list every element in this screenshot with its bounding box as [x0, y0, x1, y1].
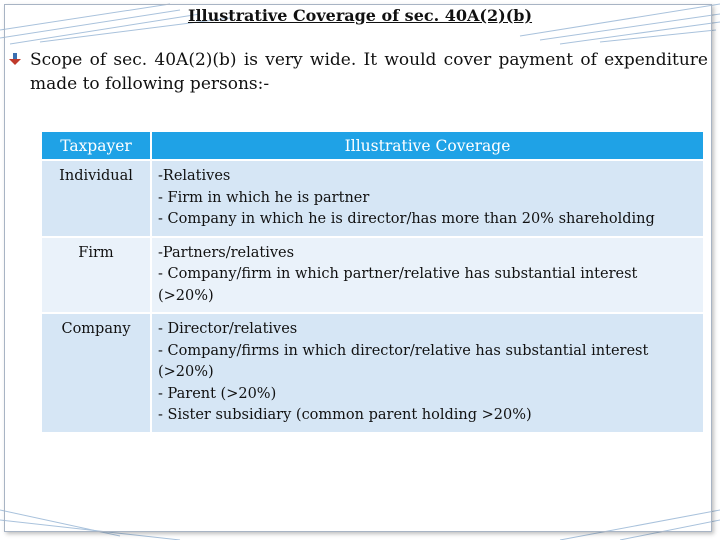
coverage-cell [151, 160, 703, 237]
table-row [42, 237, 703, 314]
table-row [42, 160, 703, 237]
coverage-line: -Partners/relatives [158, 244, 295, 261]
coverage-line: - Parent (>20%) [158, 385, 277, 402]
slide-title: Illustrative Coverage of sec. 40A(2)(b) [187, 6, 533, 25]
taxpayer-cell: Individual [42, 160, 151, 237]
coverage-line: - Firm in which he is partner [158, 189, 370, 206]
intro-bullet [8, 48, 708, 96]
taxpayer-cell: Firm [42, 237, 151, 314]
coverage-table [42, 132, 703, 432]
table-row [42, 313, 703, 432]
intro-text: Scope of sec. 40A(2)(b) is very wide. It would cover payment of expenditure made to following persons:- [30, 50, 708, 94]
header-coverage: Illustrative Coverage [151, 132, 703, 160]
taxpayer-cell: Company [42, 313, 151, 432]
coverage-line: -Relatives [158, 168, 231, 184]
coverage-cell [151, 237, 703, 314]
bullet-arrow-icon [8, 52, 22, 66]
header-taxpayer: Taxpayer [42, 132, 151, 160]
coverage-cell [151, 313, 703, 432]
coverage-line: - Director/relatives [158, 321, 298, 337]
coverage-line: - Sister subsidiary (common parent holding >20%) [158, 407, 532, 423]
coverage-line: - Company/firm in which partner/relative has substantial interest (>20%) [158, 266, 638, 304]
coverage-line: - Company/firms in which director/relative has substantial interest (>20%) [158, 342, 649, 380]
table-header-row [42, 132, 703, 160]
coverage-line: - Company in which he is director/has more than 20% shareholding [158, 211, 655, 227]
